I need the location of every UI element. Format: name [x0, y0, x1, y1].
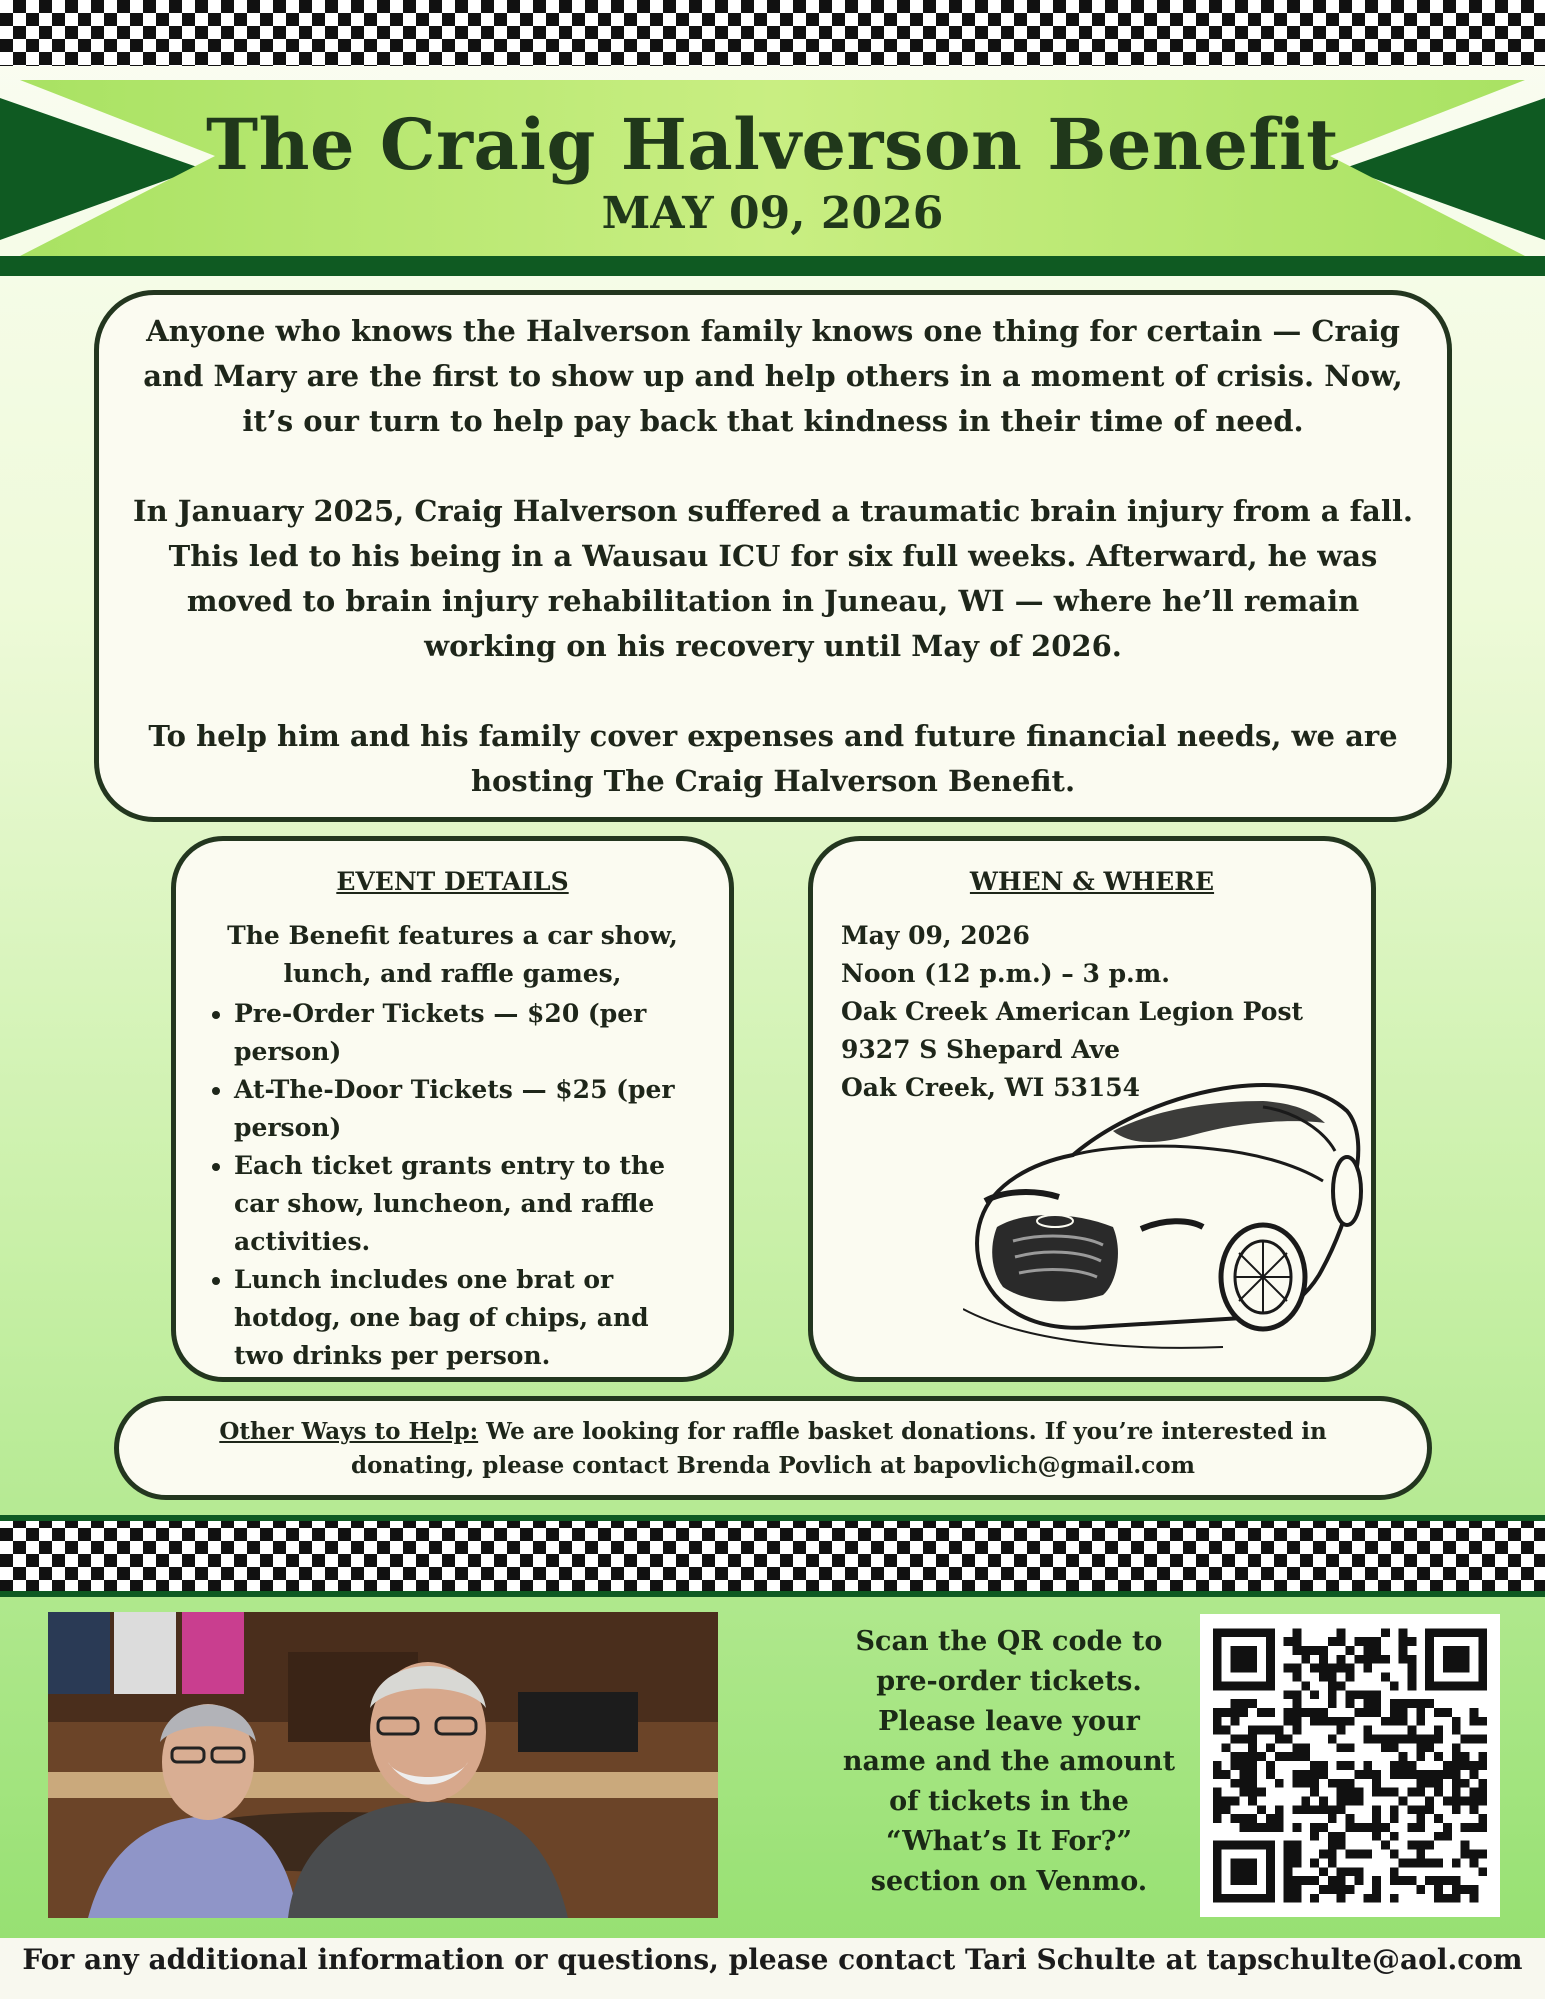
venue-street: 9327 S Shepard Ave: [841, 1035, 1121, 1064]
venue-name: Oak Creek American Legion Post: [841, 997, 1304, 1026]
event-details-box: [171, 836, 734, 1382]
checker-border-middle: [0, 1515, 1545, 1597]
intro-box: [94, 290, 1452, 822]
checker-border-top: [0, 0, 1545, 66]
intro-paragraph: To help him and his family cover expenses and future financial needs, we are hosting The Craig Halverson Benefit.: [148, 719, 1398, 798]
event-details-list: [200, 995, 705, 1375]
sports-car-illustration: [963, 1051, 1363, 1371]
when-where-box: [808, 836, 1376, 1382]
event-time: Noon (12 p.m.) – 3 p.m.: [841, 959, 1170, 988]
event-details-intro: The Benefit features a car show, lunch, and raffle games,: [227, 921, 678, 988]
event-details-heading: EVENT DETAILS: [336, 867, 569, 896]
when-where-heading: WHEN & WHERE: [969, 867, 1215, 896]
page-title: The Craig Halverson Benefit: [206, 103, 1339, 186]
family-photo: [48, 1612, 718, 1918]
event-date-banner: MAY 09, 2026: [601, 188, 944, 239]
list-item: • Lunch includes one brat or hotdog, one bag of chips, and two drinks per person.: [234, 1261, 705, 1375]
event-date: May 09, 2026: [841, 921, 1030, 950]
venmo-qr-code[interactable]: [1200, 1614, 1500, 1917]
help-text: We are looking for raffle basket donations. If you’re interested in donating, please contact Brenda Povlich at bapovlich@gmail.com: [351, 1418, 1327, 1479]
intro-paragraph: In January 2025, Craig Halverson suffered a traumatic brain injury from a fall. This led to his being in a Wausau ICU for six full weeks. Afterward, he was moved to brain injury rehabilitation in Juneau, WI — where he’ll remain working on his recovery until May of 2026.: [133, 494, 1413, 663]
help-label: Other Ways to Help:: [219, 1418, 479, 1445]
list-item: • At-The-Door Tickets — $25 (per person): [234, 1071, 705, 1147]
list-item: • Each ticket grants entry to the car show, luncheon, and raffle activities.: [234, 1147, 705, 1261]
other-ways-to-help-box: [114, 1396, 1432, 1500]
list-item: • Pre-Order Tickets — $20 (per person): [234, 995, 705, 1071]
footer-contact: For any additional information or questions, please contact Tari Schulte at tapschulte@aol.com: [0, 1938, 1545, 1999]
qr-instructions: Scan the QR code to pre-order tickets. Please leave your name and the amount of tickets in the “What’s It For?” section on Venmo.: [842, 1626, 1176, 1897]
venue-city: Oak Creek, WI 53154: [841, 1073, 1141, 1102]
intro-paragraph: Anyone who knows the Halverson family knows one thing for certain — Craig and Mary are the first to show up and help others in a moment of crisis. Now, it’s our turn to help pay back that kindness in their time of need.: [143, 314, 1403, 438]
